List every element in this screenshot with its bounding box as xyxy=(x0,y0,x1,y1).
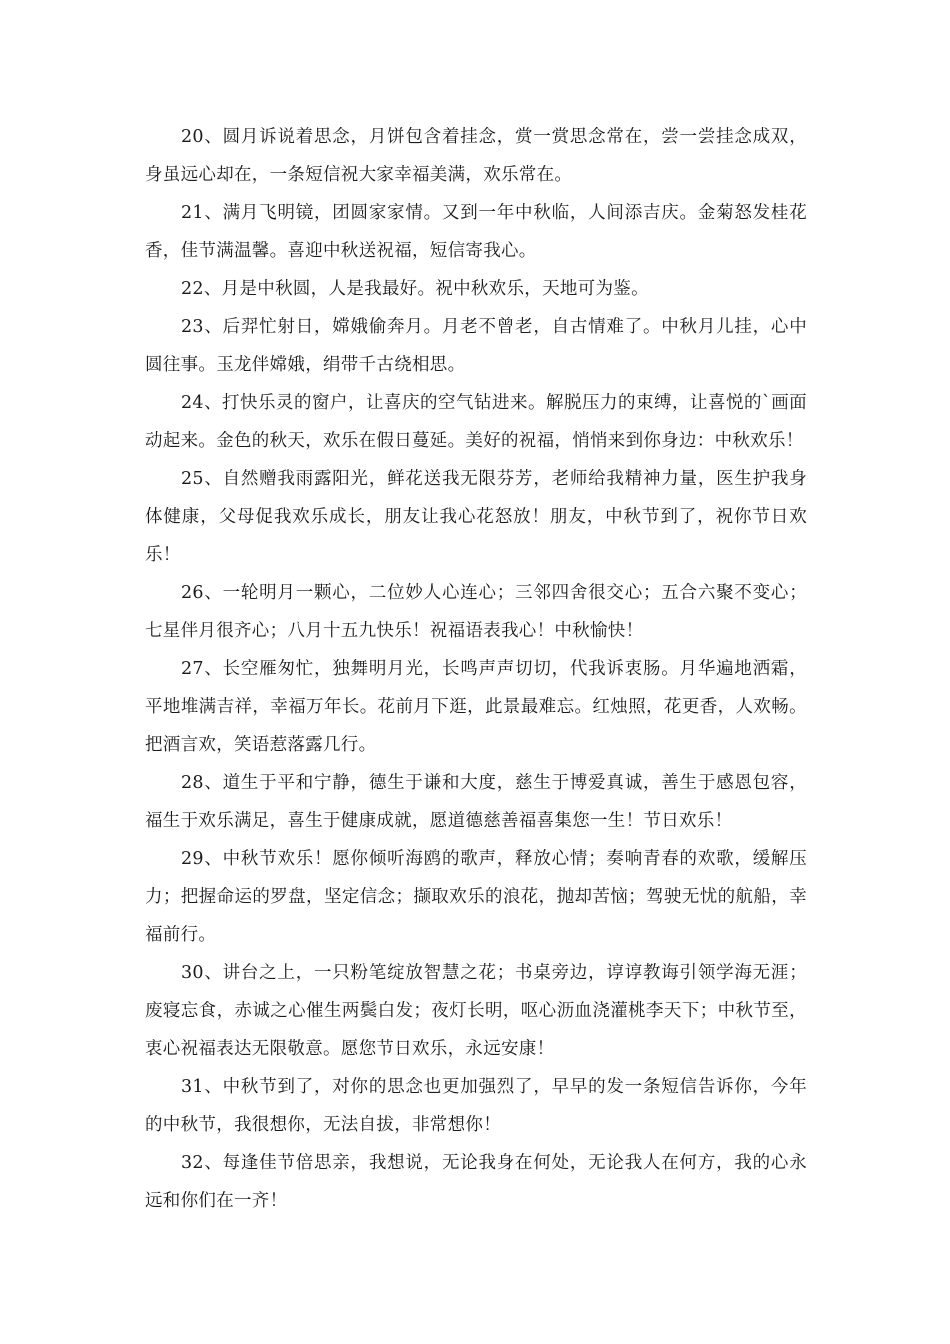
paragraph-25: 25、自然赠我雨露阳光，鲜花送我无限芬芳，老师给我精神力量，医生护我身体健康，父母促我欢乐成长，朋友让我心花怒放！朋友，中秋节到了，祝你节日欢乐！ xyxy=(145,469,807,565)
paragraph-23: 23、后羿忙射日，嫦娥偷奔月。月老不曾老，自古情难了。中秋月儿挂，心中圆往事。玉龙伴嫦娥，绢带千古绕相思。 xyxy=(145,317,807,375)
paragraph-28: 28、道生于平和宁静，德生于谦和大度，慈生于博爱真诚，善生于感恩包容，福生于欢乐满足，喜生于健康成就，愿道德慈善福喜集您一生！节日欢乐！ xyxy=(145,773,807,831)
paragraph-31: 31、中秋节到了，对你的思念也更加强烈了，早早的发一条短信告诉你，今年的中秋节，我很想你，无法自拔，非常想你！ xyxy=(145,1077,807,1135)
paragraph-29: 29、中秋节欢乐！愿你倾听海鸥的歌声，释放心情；奏响青春的欢歌，缓解压力；把握命运的罗盘，坚定信念；撷取欢乐的浪花，抛却苦恼；驾驶无忧的航船，幸福前行。 xyxy=(145,849,807,945)
paragraph-32: 32、每逢佳节倍思亲，我想说，无论我身在何处，无论我人在何方，我的心永远和你们在一齐！ xyxy=(145,1153,807,1211)
document-body xyxy=(145,118,807,1220)
paragraph-24: 24、打快乐灵的窗户，让喜庆的空气钻进来。解脱压力的束缚，让喜悦的`画面动起来。金色的秋天，欢乐在假日蔓延。美好的祝福，悄悄来到你身边：中秋欢乐！ xyxy=(145,393,807,451)
paragraph-20: 20、圆月诉说着思念，月饼包含着挂念，赏一赏思念常在，尝一尝挂念成双，身虽远心却在，一条短信祝大家幸福美满，欢乐常在。 xyxy=(145,127,807,185)
paragraph-21: 21、满月飞明镜，团圆家家情。又到一年中秋临，人间添吉庆。金菊怒发桂花香，佳节满温馨。喜迎中秋送祝福，短信寄我心。 xyxy=(145,203,807,261)
paragraph-30: 30、讲台之上，一只粉笔绽放智慧之花；书桌旁边，谆谆教诲引领学海无涯；废寝忘食，赤诚之心催生两鬓白发；夜灯长明，呕心沥血浇灌桃李天下；中秋节至，衷心祝福表达无限敬意。愿您节日欢乐，永远安康！ xyxy=(145,963,807,1059)
paragraph-26: 26、一轮明月一颗心，二位妙人心连心；三邻四舍很交心；五合六聚不变心；七星伴月很齐心；八月十五九快乐！祝福语表我心！中秋愉快！ xyxy=(145,583,807,641)
paragraph-27: 27、长空雁匆忙，独舞明月光，长鸣声声切切，代我诉衷肠。月华遍地洒霜，平地堆满吉祥，幸福万年长。花前月下逛，此景最难忘。红烛照，花更香，人欢畅。把酒言欢，笑语惹落露几行。 xyxy=(145,659,807,755)
paragraph-22: 22、月是中秋圆，人是我最好。祝中秋欢乐，天地可为鉴。 xyxy=(181,279,649,299)
